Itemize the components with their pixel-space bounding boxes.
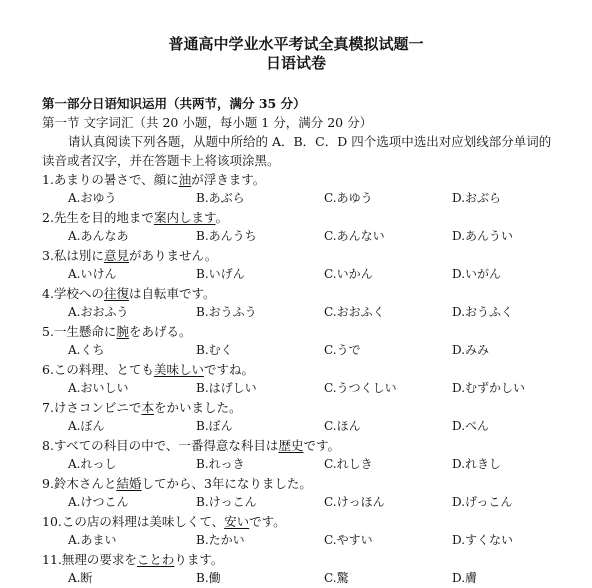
underlined-target: ことわ xyxy=(136,552,175,567)
question-text: 8.すべての科目の中で、一番得意な科目は xyxy=(42,438,279,453)
question-text: 7.けさコンビニで xyxy=(42,400,142,415)
question-text: 5.一生懸命に xyxy=(42,324,117,339)
underlined-target: 美味しい xyxy=(153,362,204,377)
underlined-target: 腕 xyxy=(116,324,129,339)
question-text: 。 xyxy=(215,210,228,225)
question-text: ですね。 xyxy=(203,362,254,377)
answer-option[interactable]: A.くち xyxy=(68,343,105,357)
question-text: 11.無理の要求を xyxy=(42,552,137,567)
question-stem xyxy=(42,398,241,416)
answer-option[interactable]: C.いかん xyxy=(324,267,373,281)
answer-option[interactable]: B.ぼん xyxy=(196,419,233,433)
answer-option[interactable]: C.驚 xyxy=(324,571,349,585)
question-stem xyxy=(42,512,286,530)
question-stem xyxy=(42,436,340,454)
answer-option[interactable]: D.いがん xyxy=(452,267,502,281)
answer-option[interactable]: D.みみ xyxy=(452,343,490,357)
underlined-target: 往復 xyxy=(103,286,129,301)
answer-option[interactable]: C.うつくしい xyxy=(324,381,397,395)
answer-option[interactable]: D.膚 xyxy=(452,571,478,585)
underlined-target: 意見 xyxy=(103,248,129,263)
instructions-line-1: 请认真阅读下列各题，从题中所给的 A．B．C．D 四个选项中选出对应划线部分单词的 xyxy=(68,134,552,149)
answer-option[interactable]: B.あぶら xyxy=(196,191,245,205)
underlined-target: 歴史 xyxy=(278,438,304,453)
answer-option[interactable]: C.うで xyxy=(324,343,361,357)
question-text: が浮きます。 xyxy=(191,172,266,187)
question-text: は自転車です。 xyxy=(128,286,216,301)
question-stem xyxy=(42,284,215,302)
question-text: がありません。 xyxy=(128,248,218,263)
answer-option[interactable]: B.働 xyxy=(196,571,221,585)
answer-option[interactable]: B.たかい xyxy=(196,533,245,547)
answer-option[interactable]: C.ほん xyxy=(324,419,361,433)
answer-option[interactable]: C.けっほん xyxy=(324,495,385,509)
answer-option[interactable]: A.いけん xyxy=(68,267,117,281)
question-text: をあげる。 xyxy=(128,324,192,339)
question-stem xyxy=(42,246,217,264)
underlined-target: 案内します xyxy=(153,210,216,225)
answer-option[interactable]: C.れしき xyxy=(324,457,373,471)
question-text: です。 xyxy=(303,438,340,453)
answer-option[interactable]: B.いげん xyxy=(196,267,245,281)
question-text: してから、3年になりました。 xyxy=(141,476,312,491)
answer-option[interactable]: A.おゆう xyxy=(68,191,117,205)
question-text: 10.この店の料理は美味しくて、 xyxy=(42,514,225,529)
question-text: 3.私は別に xyxy=(42,248,104,263)
question-stem xyxy=(42,322,191,340)
question-stem xyxy=(42,170,265,188)
question-text: 1.あまりの暑さで、顔に xyxy=(42,172,179,187)
answer-option[interactable]: B.れっき xyxy=(196,457,245,471)
answer-option[interactable]: D.むずかしい xyxy=(452,381,526,395)
answer-option[interactable]: D.べん xyxy=(452,419,490,433)
exam-subtitle: 日语试卷 xyxy=(265,54,326,72)
answer-option[interactable]: B.あんうち xyxy=(196,229,257,243)
underlined-target: 本 xyxy=(141,400,154,415)
answer-option[interactable]: A.あんなあ xyxy=(68,229,129,243)
question-text: をかいました。 xyxy=(153,400,242,415)
answer-option[interactable]: A.れっし xyxy=(68,457,117,471)
exam-title: 普通高中学业水平考试全真模拟试题一 xyxy=(168,35,424,53)
answer-option[interactable]: D.れきし xyxy=(452,457,502,471)
answer-option[interactable]: D.おうふく xyxy=(452,305,514,319)
question-stem xyxy=(42,360,254,378)
answer-option[interactable]: D.おぶら xyxy=(452,191,502,205)
question-text: 4.学校への xyxy=(42,286,104,301)
answer-option[interactable]: A.あまい xyxy=(68,533,117,547)
underlined-target: 油 xyxy=(178,172,192,187)
answer-option[interactable]: D.すくない xyxy=(452,533,514,547)
underlined-target: 安い xyxy=(224,514,250,529)
question-text: 2.先生を目的地まで xyxy=(42,210,154,225)
answer-option[interactable]: A.おいしい xyxy=(68,381,129,395)
answer-option[interactable]: A.断 xyxy=(68,571,93,585)
question-text: 6.この料理、とても xyxy=(42,362,154,377)
section-heading: 第一节 文字词汇（共 20 小题，每小题 1 分，满分 20 分） xyxy=(42,115,373,130)
answer-option[interactable]: B.むく xyxy=(196,343,233,357)
instructions-line-2: 读音或者汉字，并在答题卡上将该项涂黑。 xyxy=(42,153,280,168)
answer-option[interactable]: C.おおふく xyxy=(324,305,385,319)
answer-option[interactable]: D.あんうい xyxy=(452,229,514,243)
question-text: です。 xyxy=(249,514,286,529)
question-stem xyxy=(42,474,312,492)
answer-option[interactable]: B.はげしい xyxy=(196,381,257,395)
question-stem xyxy=(42,208,228,226)
part-heading: 第一部分日语知识运用（共两节，满分 35 分） xyxy=(42,96,306,111)
answer-option[interactable]: C.あゆう xyxy=(324,191,373,205)
answer-option[interactable]: A.ぼん xyxy=(68,419,105,433)
answer-option[interactable]: A.けつこん xyxy=(68,495,129,509)
answer-option[interactable]: B.けっこん xyxy=(196,495,257,509)
answer-option[interactable]: C.やすい xyxy=(324,533,373,547)
answer-option[interactable]: A.おおふう xyxy=(68,305,129,319)
question-text: ります。 xyxy=(174,552,224,567)
answer-option[interactable]: D.げっこん xyxy=(452,495,513,509)
question-stem xyxy=(42,550,223,568)
underlined-target: 結婚 xyxy=(116,476,142,491)
answer-option[interactable]: C.あんない xyxy=(324,229,385,243)
question-text: 9.鈴木さんと xyxy=(42,476,117,491)
answer-option[interactable]: B.おうふう xyxy=(196,305,257,319)
